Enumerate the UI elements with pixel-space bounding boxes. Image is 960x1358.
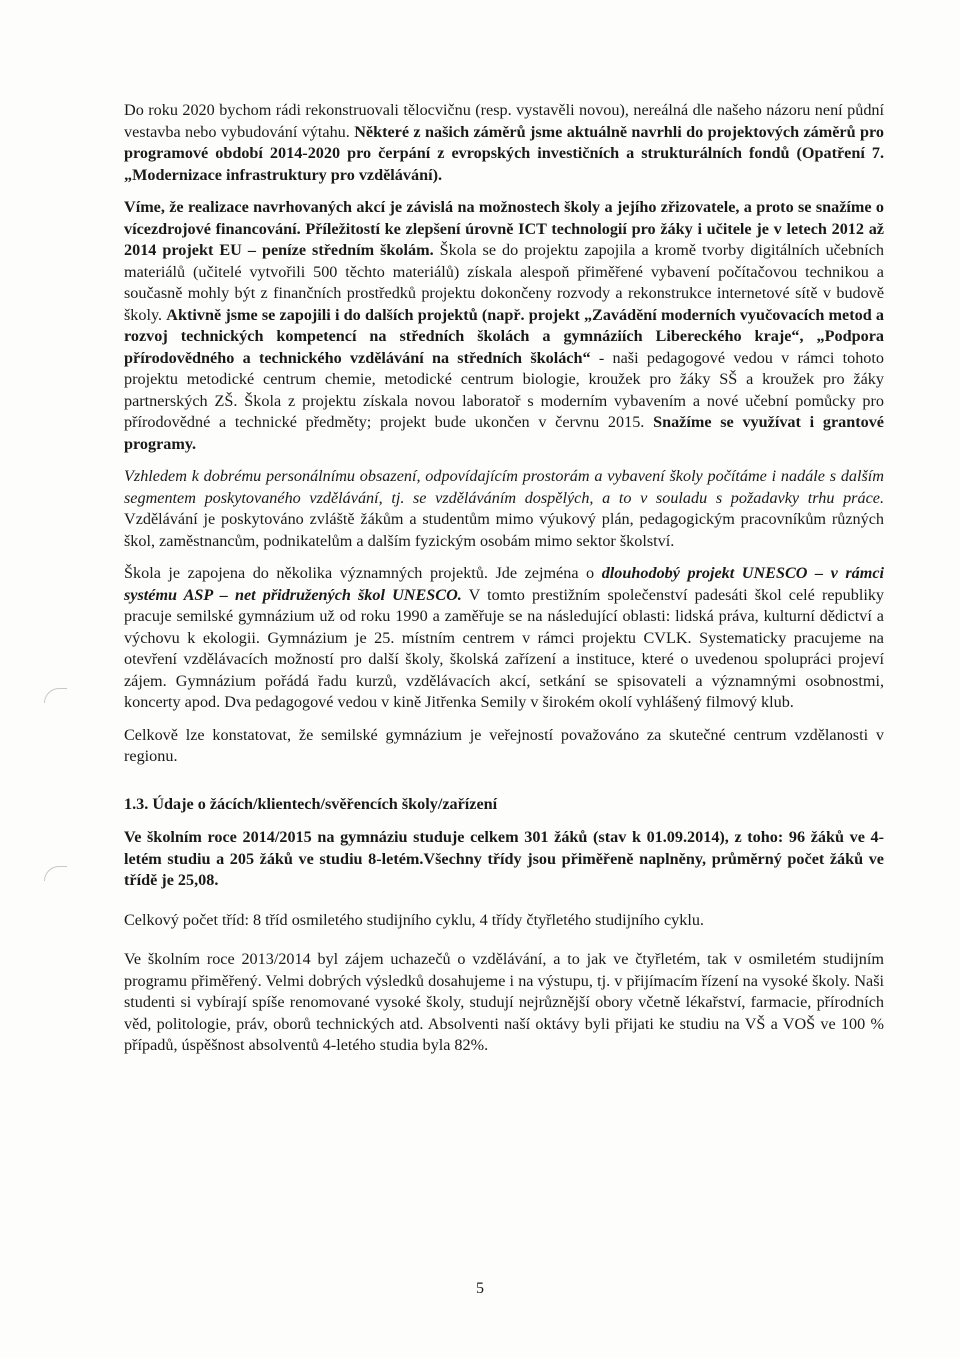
paragraph-class-counts: Celkový počet tříd: 8 tříd osmiletého studijního cyklu, 4 třídy čtyřletého studijního cyklu. xyxy=(124,910,704,929)
page-number: 5 xyxy=(476,1280,484,1297)
paragraph-admissions: Ve školním roce 2013/2014 byl zájem uchazečů o vzdělávání, a to jak ve čtyřletém, tak v osmiletém studijním programu přiměřený. Velmi dobrých výsledků dosahujeme i na výstupu, tj. v přijímacím řízení na vysoké školy. Naši studenti si vybírají spíše renomované vysoké školy, studují nejrůznější obory včetně lékařství, farmacie, přírodních věd, politologie, práv, oborů technických atd. Absolventi naší oktávy byli přijati ke studiu na VŠ a VOŠ ve 100 % případů, úspěšnost absolventů 4-letého studia byla 82%. xyxy=(124,950,884,1054)
paragraph-unesco-projects: Škola je zapojena do několika významných projektů. Jde zejména o dlouhodobý projekt UNESCO – v rámci systému ASP – net přidružených škol UNESCO. V tomto prestižním společenství padesáti škol celé republiky pracuje semilské gymnázium už od roku 1990 a zaměřuje se na následující oblasti: lidská práva, kulturní dědictví a výchovu k ekologii. Gymnázium je 25. místním centrem v rámci projektu CVLK. Systematicky pracujeme na otevření vzdělávacích možností pro další školy, školská zařízení a instituce, které o uvedenou spolupráci projeví zájem. Gymnázium pořádá řadu kurzů, vzdělávacích akcí, setkání se spisovateli a významnými osobnostmi, koncerty apod. Dva pedagogové vedou v kině Jitřenka Semily v širokém okolí vyhlášený filmový klub. xyxy=(124,564,885,711)
punch-hole-mark xyxy=(44,688,67,703)
paragraph-conclusion: Celkově lze konstatovat, že semilské gymnázium je veřejností považováno za skutečné centrum vzdělanosti v regionu. xyxy=(124,725,884,765)
punch-hole-mark xyxy=(44,866,67,881)
section-heading: 1.3. Údaje o žácích/klientech/svěřencích školy/zařízení xyxy=(124,794,498,813)
paragraph-infrastructure: Do roku 2020 bychom rádi rekonstruovali tělocvičnu (resp. vystavěli novou), nereálná dle našeho názoru není půdní vestavba nebo vybudování výtahu. Některé z našich záměrů jsme aktuálně navrhli do projektových záměrů pro programové období 2014-2020 pro čerpání z evropských investičních a strukturálních fondů (Opatření 7.„Modernizace infrastruktury pro vzdělávání). xyxy=(124,101,884,184)
paragraph-financing: Víme, že realizace navrhovaných akcí je závislá na možnostech školy a jejího zřizovatele, a proto se snažíme o vícezdrojové financování. Příležitostí ke zlepšení úrovně ICT technologií pro žáky i učitele je v letech 2012 až 2014 projekt EU – peníze středním školám. Škola se do projektu zapojila a kromě tvorby digitálních učebních materiálů (učitelé vytvořili 500 těchto materiálů) získala alespoň přiměřené vybavení počítačovou technikou a současně mohly být z finančních prostředků projektu dokončeny rozvody a rekonstrukce internetové sítě v budově školy. Aktivně jsme se zapojili i do dalších projektů (např. projekt „Zavádění moderních vyučovacích metod a rozvoj technických kompetencí na středních školách a gymnáziích Libereckého kraje“, „Podpora přírodovědného a technického vzdělávání na středních školách“ - naši pedagogové vedou v rámci tohoto projektu metodické centrum chemie, metodické centrum biologie, kroužek pro žáky SŠ a kroužek pro žáky partnerských ZŠ. Škola z projektu získala novou laboratoř s moderním vybavením a nové učební pomůcky pro přírodovědné a technické předměty; projekt bude ukončen v červnu 2015. Snažíme se využívat i grantové programy. xyxy=(124,198,884,453)
paragraph-student-counts: Ve školním roce 2014/2015 na gymnáziu studuje celkem 301 žáků (stav k 01.09.2014), z toho: 96 žáků ve 4-letém studiu a 205 žáků ve studiu 8-letém.Všechny třídy jsou přiměřeně naplněny, průměrný počet žáků ve třídě je 25,08. xyxy=(124,828,884,889)
paragraph-adult-education: Vzhledem k dobrému personálnímu obsazení, odpovídajícím prostorám a vybavení školy počítáme i nadále s dalším segmentem poskytovaného vzdělávání, tj. se vzděláváním dospělých, a to v souladu s požadavky trhu práce. Vzdělávání je poskytováno zvláště žákům a studentům mimo výukový plán, pedagogickým pracovníkům různých škol, zaměstnancům, podnikatelům a dalším fyzickým osobám mimo sektor školství. xyxy=(124,467,884,550)
page-body xyxy=(124,100,884,1068)
